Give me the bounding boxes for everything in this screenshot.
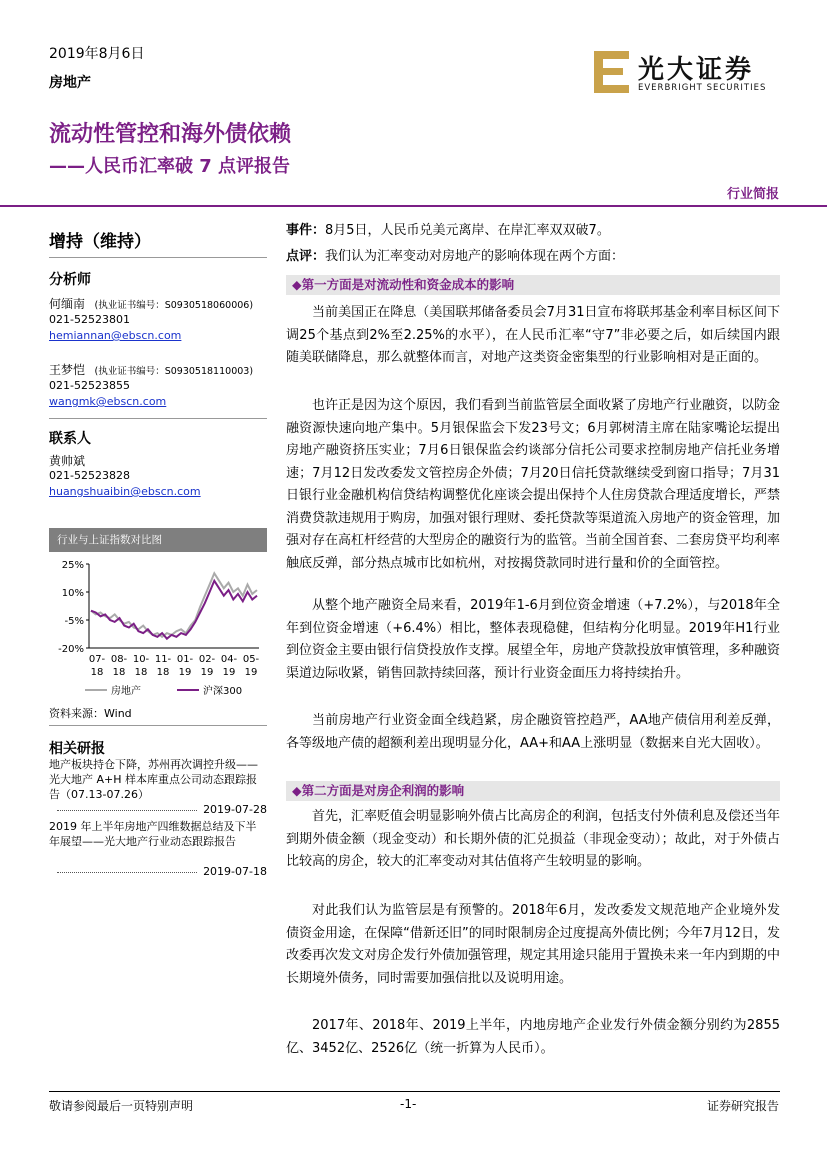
y-tick-label: 25% <box>61 560 84 571</box>
comparison-chart <box>49 556 267 701</box>
body-text-4 <box>286 710 780 755</box>
paragraph: 当前房地产行业资金面全线趋紧，房企融资管控趋严，AA地产债信用利差反弹，各等级地产债的超额利差出现明显分化，AA+和AA上涨明显（数据来自光大固收）。 <box>286 713 780 751</box>
y-tick-label: 10% <box>61 588 84 599</box>
report-type: 行业简报 <box>726 187 779 202</box>
analyst-2 <box>49 361 253 378</box>
related-report-link[interactable]: 2019 年上半年房地产四维数据总结及下半年展望——光大地产行业动态跟踪报告 <box>49 820 257 848</box>
x-tick-label: 19 <box>244 667 258 678</box>
x-tick-label: 02- <box>198 654 216 665</box>
event-text: 8月5日，人民币兑美元离岸、在岸汇率双双破7。 <box>325 223 610 238</box>
comment-label: 点评： <box>286 249 326 264</box>
analyst-1 <box>49 295 253 312</box>
legend-label: 沪深300 <box>203 686 243 697</box>
paragraph: 也许正是因为这个原因，我们看到当前监管层全面收紧了房地产行业融资，以防金融资源快速向地产集中。5月银保监会下发23号文；6月郭树清主席在陆家嘴论坛提出房地产融资挤压实业；7月6日银保监会约谈部分信托公司要求控制房地产信托业务增速；7月12日发改委发文管控房企外债；7月20日信托贷款继续受到窗口指导；7月31日银行业金融机构信贷结构调整优化座谈会提出保持个人住房贷款合理适度增长，严禁消费贷款违规用于购房，加强对银行理财、委托贷款等渠道流入房地产的资金管理，加强对存在高杠杆经营的大型房企的融资行为的监管。当前全国首套、二套房贷平均利率触底反弹，部分热点城市比如杭州，对按揭贷款同时进行量和价的全面管控。 <box>286 398 781 571</box>
disclaimer-link[interactable]: 敬请参阅最后一页特别声明 <box>49 1099 194 1113</box>
section-heading-2: ◆第二方面是对房企利润的影响 <box>286 781 780 801</box>
y-tick-label: -20% <box>58 644 84 655</box>
x-tick-label: 19 <box>178 667 192 678</box>
body-text-6 <box>286 900 780 990</box>
comment-text: 我们认为汇率变动对房地产的影响体现在两个方面： <box>325 249 625 264</box>
x-tick-label: 18 <box>90 667 104 678</box>
x-tick-label: 10- <box>132 654 150 665</box>
x-tick-label: 18 <box>156 667 170 678</box>
x-tick-label: 19 <box>200 667 214 678</box>
body-text-2 <box>286 395 780 575</box>
related-heading: 相关研报 <box>49 741 105 757</box>
footer-divider <box>49 1091 780 1092</box>
body-text-3 <box>286 595 780 685</box>
contact-phone: 021-52523828 <box>49 469 130 482</box>
paragraph: 首先，汇率贬值会明显影响外债占比高房企的利润，包括支付外债利息及偿还当年到期外债金额（现金变动）和长期外债的汇兑损益（非现金变动）；故此，对于外债占比较高的房企，较大的汇率变动对其估值将产生较明显的影响。 <box>286 809 781 869</box>
everbright-logo-icon <box>590 47 634 97</box>
x-tick-label: 05- <box>242 654 260 665</box>
x-tick-label: 01- <box>176 654 194 665</box>
sidebar-divider <box>49 257 267 258</box>
related-report-date <box>49 803 267 816</box>
related-report-date <box>49 865 267 878</box>
analyst-phone: 021-52523801 <box>49 313 130 326</box>
chart-title: 行业与上证指数对比图 <box>49 528 267 552</box>
x-tick-label: 08- <box>110 654 128 665</box>
header-divider <box>0 205 827 207</box>
body-text-5 <box>286 806 780 874</box>
paragraph: 当前美国正在降息（美国联邦储备委员会7月31日宣布将联邦基金利率目标区间下调25个基点到2%至2.25%的水平），在人民币汇率“守7”非必要之后，如后续国内跟随美联储降息，那么就整体而言，对地产这类资金密集型的行业影响相对是正面的。 <box>286 305 780 365</box>
legend-label: 房地产 <box>111 686 141 697</box>
paragraph: 从整个地产融资全局来看，2019年1-6月到位资金增速（+7.2%），与2018年全年到位资金增速（+6.4%）相比，整体表现稳健，但结构分化明显。2019年H1行业到位资金主要由银行信贷投放作支撑。展望全年，房地产贷款投放审慎管理，多种融资渠道边际收紧，销售回款持续回落，预计行业资金面压力将持续抬升。 <box>286 598 781 681</box>
analyst-cert: (执业证书编号：S0930518060006) <box>94 300 254 311</box>
everbright-logo <box>590 47 780 97</box>
section-heading-1: ◆第一方面是对流动性和资金成本的影响 <box>286 275 780 295</box>
related-report-link[interactable]: 地产板块持仓下降，苏州再次调控升级——光大地产 A+H 样本库重点公司动态跟踪报告（07.13-07.26） <box>49 758 258 801</box>
series-line <box>91 573 257 637</box>
analyst-cert: (执业证书编号：S0930518110003) <box>94 366 254 377</box>
paragraph: 2017年、2018年、2019上半年，内地房地产企业发行外债金额分别约为2855亿、3452亿、2526亿（统一折算为人民币）。 <box>286 1018 780 1056</box>
analyst-name: 何缅南 <box>49 297 86 311</box>
rating: 增持（维持） <box>49 232 151 252</box>
contact-heading: 联系人 <box>49 431 91 447</box>
report-subtitle: ——人民币汇率破 7 点评报告 <box>49 156 291 177</box>
event-line <box>286 220 780 243</box>
analyst-name: 王梦恺 <box>49 363 86 377</box>
contact-name: 黄帅斌 <box>49 454 86 468</box>
page-number: -1- <box>400 1097 417 1111</box>
x-tick-label: 04- <box>220 654 238 665</box>
contact-email-link[interactable]: huangshuaibin@ebscn.com <box>49 485 201 498</box>
x-tick-label: 18 <box>134 667 148 678</box>
related-date-text: 2019-07-28 <box>203 803 267 816</box>
body-text-7 <box>286 1015 780 1060</box>
analyst-heading: 分析师 <box>49 272 91 288</box>
sector-label: 房地产 <box>49 75 91 91</box>
report-title: 流动性管控和海外债依赖 <box>49 122 292 147</box>
analyst-email-link[interactable]: hemiannan@ebscn.com <box>49 329 182 342</box>
body-text-1 <box>286 302 780 370</box>
x-tick-label: 07- <box>88 654 106 665</box>
comment-line <box>286 246 780 269</box>
paragraph: 对此我们认为监管层是有预警的。2018年6月，发改委发文规范地产企业境外发债资金用途，在保障“借新还旧”的同时限制房企过度提高外债比例；今年7月12日，发改委再次发文对房企发行外债加强管理，规定其用途只能用于置换未来一年内到期的中长期境外债务，同时需要加强信批以及说明用途。 <box>286 903 781 986</box>
event-label: 事件： <box>286 223 326 238</box>
chart-source: 资料来源：Wind <box>49 707 132 720</box>
x-tick-label: 18 <box>112 667 126 678</box>
analyst-email-link[interactable]: wangmk@ebscn.com <box>49 395 167 408</box>
y-tick-label: -5% <box>64 616 84 627</box>
footer-report-type: 证券研究报告 <box>706 1099 779 1113</box>
sidebar-divider <box>49 418 267 419</box>
x-tick-label: 11- <box>154 654 172 665</box>
related-date-text: 2019-07-18 <box>203 865 267 878</box>
report-date: 2019年8月6日 <box>49 46 145 62</box>
logo-chinese-name: 光大证券 <box>638 55 755 85</box>
logo-english-name: EVERBRIGHT SECURITIES <box>638 83 767 93</box>
analyst-phone: 021-52523855 <box>49 379 130 392</box>
x-tick-label: 19 <box>222 667 236 678</box>
sidebar-divider <box>49 725 267 726</box>
